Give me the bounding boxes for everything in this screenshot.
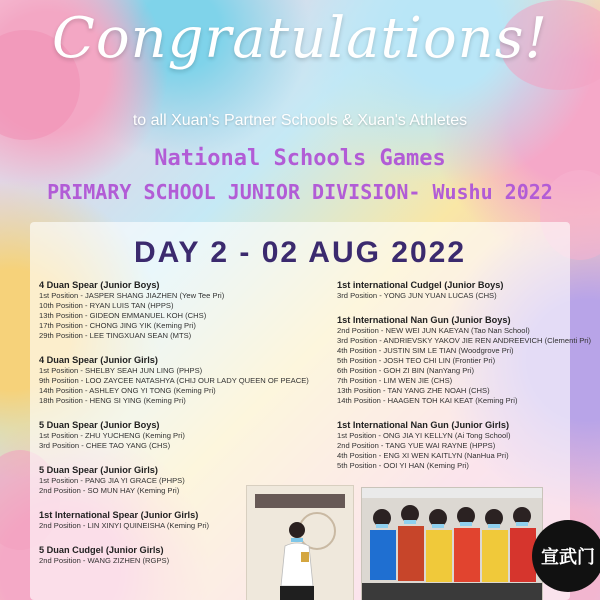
result-line: 3rd Position - ANDRIEVSKY YAKOV JIE REN ANDREEVICH (Clementi Pri): [337, 336, 592, 345]
result-line: 10th Position - RYAN LUIS TAN (HPPS): [39, 301, 174, 310]
result-line: 2nd Position - WANG ZIZHEN (RGPS): [39, 556, 170, 565]
results-category: [337, 419, 599, 471]
category-title: 4 Duan Spear (Junior Boys): [39, 280, 160, 290]
category-title: 1st international Cudgel (Junior Boys): [337, 280, 504, 290]
result-line: 17th Position - CHONG JING YIK (Keming Pri): [39, 321, 196, 330]
congratulations-title: Congratulations!: [52, 6, 548, 71]
result-line: 14th Position - HAAGEN TOH KAI KEAT (Keming Pri): [337, 396, 518, 405]
athlete-photo: [246, 485, 354, 600]
result-line: 1st Position - PANG JIA YI GRACE (PHPS): [39, 476, 185, 485]
result-line: 1st Position - SHELBY SEAH JUN LING (PHPS): [39, 366, 203, 375]
result-line: 1st Position - ONG JIA YI KELLYN (Ai Tong School): [337, 431, 511, 440]
result-line: 13th Position - GIDEON EMMANUEL KOH (CHS): [39, 311, 207, 320]
category-title: 5 Duan Spear (Junior Boys): [39, 420, 160, 430]
result-line: 3rd Position - CHEE TAO YANG (CHS): [39, 441, 171, 450]
results-category: [39, 279, 339, 341]
result-line: 2nd Position - TANG YUE WAI RAYNE (HPPS): [337, 441, 496, 450]
right-results-column: [337, 279, 599, 474]
category-title: 5 Duan Cudgel (Junior Girls): [39, 545, 164, 555]
category-title: 1st International Spear (Junior Girls): [39, 510, 199, 520]
category-title: 4 Duan Spear (Junior Girls): [39, 355, 158, 365]
results-category: [337, 279, 599, 301]
result-line: 3rd Position - YONG JUN YUAN LUCAS (CHS): [337, 291, 497, 300]
results-category: [39, 354, 339, 406]
club-logo-text: 宣武门: [541, 547, 595, 568]
day-heading: DAY 2 - 02 AUG 2022: [133, 236, 467, 269]
category-title: 5 Duan Spear (Junior Girls): [39, 465, 158, 475]
result-line: 29th Position - LEE TINGXUAN SEAN (MTS): [39, 331, 192, 340]
results-category: [337, 314, 599, 406]
result-line: 18th Position - HENG SI YING (Keming Pri): [39, 396, 186, 405]
event-title: National Schools Games: [154, 146, 446, 171]
club-logo: [532, 520, 600, 592]
result-line: 2nd Position - NEW WEI JUN KAEYAN (Tao Nan School): [337, 326, 530, 335]
result-line: 9th Position - LOO ZAYCEE NATASHYA (CHIJ OUR LADY QUEEN OF PEACE): [39, 376, 309, 385]
result-line: 2nd Position - LIN XINYI QUINEISHA (Keming Pri): [39, 521, 210, 530]
team-photo: [361, 487, 543, 600]
result-line: 14th Position - ASHLEY ONG YI TONG (Keming Pri): [39, 386, 216, 395]
result-line: 13th Position - TAN YANG ZHE NOAH (CHS): [337, 386, 490, 395]
result-line: 4th Position - ENG XI WEN KAITLYN (NanHua Pri): [337, 451, 509, 460]
category-title: 1st International Nan Gun (Junior Girls): [337, 420, 510, 430]
results-category: [39, 419, 339, 451]
result-line: 1st Position - JASPER SHANG JIAZHEN (Yew Tee Pri): [39, 291, 225, 300]
result-line: 6th Position - GOH ZI BIN (NanYang Pri): [337, 366, 475, 375]
result-line: 5th Position - JOSH TEO CHI LIN (Frontier Pri): [337, 356, 496, 365]
event-division: PRIMARY SCHOOL JUNIOR DIVISION- Wushu 2022: [47, 180, 553, 204]
result-line: 4th Position - JUSTIN SIM LE TIAN (Woodgrove Pri): [337, 346, 514, 355]
team-photo-illustration: [362, 488, 542, 600]
result-line: 1st Position - ZHU YUCHENG (Keming Pri): [39, 431, 185, 440]
result-line: 5th Position - OOI YI HAN (Keming Pri): [337, 461, 469, 470]
subtitle: to all Xuan's Partner Schools & Xuan's Athletes: [132, 112, 468, 129]
result-line: 7th Position - LIM WEN JIE (CHS): [337, 376, 453, 385]
category-title: 1st International Nan Gun (Junior Boys): [337, 315, 511, 325]
athlete-photo-illustration: [247, 486, 353, 600]
result-line: 2nd Position - SO MUN HAY (Keming Pri): [39, 486, 180, 495]
